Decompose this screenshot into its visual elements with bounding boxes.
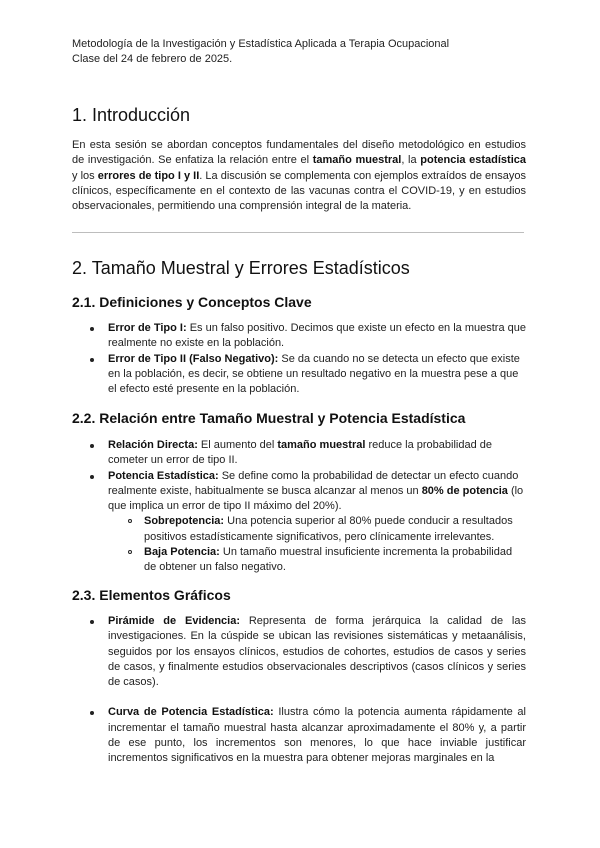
item-text: Se da cuando no se detecta un efecto que existe en la población, es decir, se obtiene un resultado negativo en la muestra pese a que el efecto esté presente en la población. xyxy=(108,352,520,396)
intro-bold-tamano: tamaño muestral xyxy=(312,154,402,167)
bullet-icon xyxy=(90,444,94,448)
intro-bold-errores: errores de tipo I y II xyxy=(97,169,200,182)
list-2-3 xyxy=(72,614,526,767)
item-label: Baja Potencia: xyxy=(144,546,220,559)
item-text: Un tamaño muestral insuficiente incrementa la probabilidad de obtener un falso negativo. xyxy=(144,546,513,574)
intro-paragraph xyxy=(72,138,526,214)
header-course-title: Metodología de la Investigación y Estadística Aplicada a Terapia Ocupacional xyxy=(72,38,450,50)
subsection-2-2-title: 2.2. Relación entre Tamaño Muestral y Potencia Estadística xyxy=(72,410,466,426)
sublist-item-sobrepotencia xyxy=(72,514,526,545)
intro-text-1: En esta sesión se abordan conceptos fundamentales del diseño metodológico en estudios de investigación. Se enfatiza la relación entre el xyxy=(72,139,526,167)
item-label: Relación Directa: xyxy=(108,439,198,451)
intro-text-2: , la xyxy=(401,154,421,167)
section-2-title: 2. Tamaño Muestral y Errores Estadísticos xyxy=(72,258,410,278)
sublist-item-baja-potencia xyxy=(72,545,526,576)
intro-text-4: . La discusión se complementa con ejemplos extraídos de ensayos clínicos, específicamente en el contexto de las vacunas contra el COVID-19, y en estudios observacionales, permitiendo una comprensión integral de la materia. xyxy=(72,169,526,213)
list-item-error-tipo-2 xyxy=(72,352,526,398)
subsection-2-3-title: 2.3. Elementos Gráficos xyxy=(72,587,231,603)
item-label: Error de Tipo II (Falso Negativo): xyxy=(108,352,279,365)
item-text: reduce la probabilidad de cometer un error de tipo II. xyxy=(108,439,492,467)
hollow-bullet-icon xyxy=(128,550,132,554)
list-item-error-tipo-1 xyxy=(72,321,526,352)
list-2-2 xyxy=(72,438,526,576)
list-item-relacion-directa xyxy=(72,438,526,469)
item-text: Es un falso positivo. Decimos que existe un efecto en la muestra que realmente no existe en la población. xyxy=(108,322,526,350)
list-2-1 xyxy=(72,321,526,397)
item-label: Pirámide de Evidencia: xyxy=(108,615,241,627)
item-text: (lo que implica un error de tipo II máximo del 20%). xyxy=(108,484,524,513)
bullet-icon xyxy=(90,620,94,624)
item-label: Sobrepotencia: xyxy=(144,515,225,528)
bullet-icon xyxy=(90,475,94,479)
intro-bold-potencia: potencia estadística xyxy=(420,154,527,167)
bullet-icon xyxy=(90,358,94,362)
item-bold: tamaño muestral xyxy=(277,439,366,451)
list-item-potencia-estadistica xyxy=(72,469,526,515)
item-text: Ilustra cómo la potencia aumenta rápidamente al incrementar el tamaño muestral hasta alcanzar aproximadamente el 80% y, a partir de ese punto, los incrementos son menores, lo que hace inviable justificar incrementos significativos en la muestra para obtener mejoras marginales en la xyxy=(108,706,526,765)
item-label: Potencia Estadística: xyxy=(108,469,219,482)
item-text: El aumento del xyxy=(197,439,278,451)
bullet-icon xyxy=(90,711,94,715)
item-label: Error de Tipo I: xyxy=(108,322,187,334)
item-label: Curva de Potencia Estadística: xyxy=(108,706,274,719)
item-text: Representa de forma jerárquica la calidad de las investigaciones. En la cúspide se ubican las revisiones sistemáticas y metaanálisis, seguidos por los ensayos clínicos, estudios de cohortes, estudios de casos y series de casos, y finalmente estudios observacionales descriptivos (casos clínicos y series de casos). xyxy=(108,615,526,689)
item-text: Una potencia superior al 80% puede conducir a resultados positivos estadísticamente significativos, pero clínicamente irrelevantes. xyxy=(144,515,513,543)
bullet-icon xyxy=(90,327,94,331)
subsection-2-1-title: 2.1. Definiciones y Conceptos Clave xyxy=(72,294,312,310)
list-item-curva-potencia xyxy=(72,705,526,766)
item-text: Se define como la probabilidad de detectar un efecto cuando realmente existe, habitualmente se busca alcanzar al menos un xyxy=(108,469,519,497)
document-header xyxy=(72,37,449,67)
hollow-bullet-icon xyxy=(128,519,132,523)
list-item-piramide-evidencia xyxy=(72,614,526,690)
horizontal-divider xyxy=(72,232,524,233)
item-bold: 80% de potencia xyxy=(421,484,508,497)
section-1-title: 1. Introducción xyxy=(72,105,191,125)
header-class-date: Clase del 24 de febrero de 2025. xyxy=(72,53,233,65)
intro-text-3: y los xyxy=(72,169,98,182)
